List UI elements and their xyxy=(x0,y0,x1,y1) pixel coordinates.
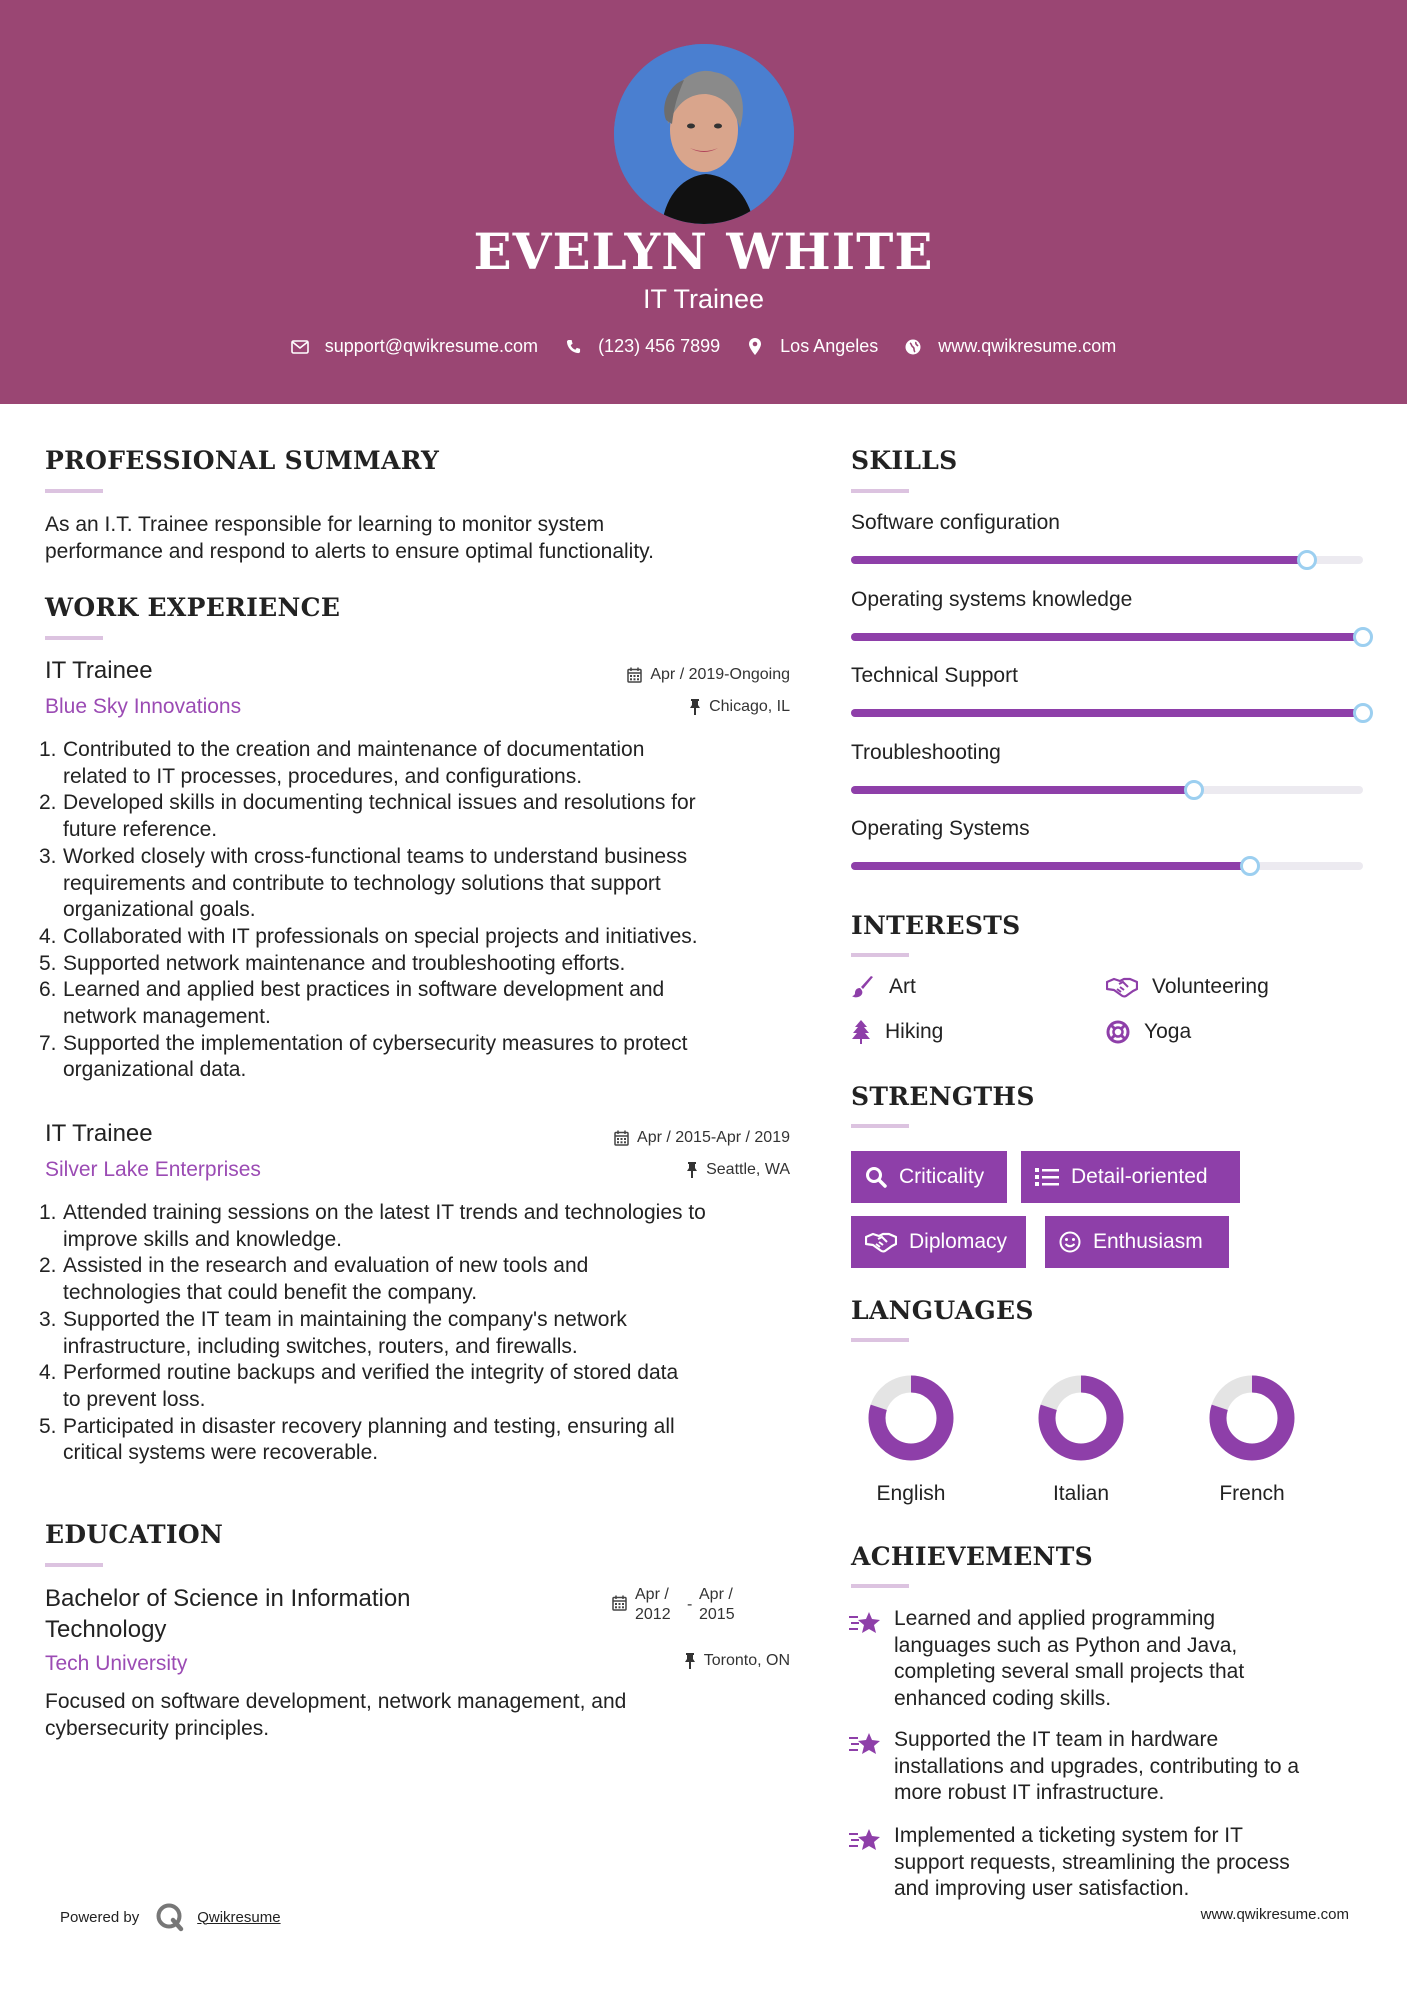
skill-bar xyxy=(851,786,1363,794)
skill-bar-fill xyxy=(851,862,1250,870)
language-item xyxy=(836,1374,986,1505)
calendar-icon xyxy=(627,667,642,683)
duty-line: Supported network maintenance and troubleshooting efforts. xyxy=(63,951,626,975)
job-dates-text: Apr / 2015-Apr / 2019 xyxy=(637,1129,790,1146)
summary-line: As an I.T. Trainee responsible for learning to monitor system xyxy=(45,513,605,536)
contact-bar xyxy=(0,336,1407,357)
interest-label: Art xyxy=(889,975,916,998)
duty-line: requirements and contribute to technology solutions that support xyxy=(63,871,661,895)
smile-icon xyxy=(1059,1231,1081,1253)
experience-heading: WORK EXPERIENCE xyxy=(45,593,341,622)
strength-enthusiasm xyxy=(1045,1216,1229,1268)
contact-email[interactable] xyxy=(291,336,538,357)
language-item xyxy=(1177,1374,1327,1505)
powered-by xyxy=(60,1902,281,1932)
contact-phone[interactable] xyxy=(564,336,720,357)
duty-item xyxy=(39,951,805,978)
search-icon xyxy=(865,1166,887,1188)
map-pin-icon xyxy=(746,338,764,356)
achievement-item xyxy=(848,1606,1368,1713)
description-line: cybersecurity principles. xyxy=(45,1717,270,1740)
duty-item xyxy=(39,737,805,790)
language-label: French xyxy=(1219,1482,1285,1505)
duty-line: Performed routine backups and verified the integrity of stored data xyxy=(63,1361,679,1385)
skill-bar xyxy=(851,862,1363,870)
duty-line: related to IT processes, procedures, and configurations. xyxy=(63,764,583,788)
achievement-item xyxy=(848,1727,1368,1807)
location-text: Los Angeles xyxy=(780,336,879,356)
qwikresume-logo-icon xyxy=(155,1902,185,1932)
job-location-text: Chicago, IL xyxy=(709,698,790,715)
languages-heading: LANGUAGES xyxy=(851,1296,1034,1325)
duty-line: Collaborated with IT professionals on special projects and initiatives. xyxy=(63,924,698,948)
summary-underline xyxy=(45,489,103,493)
interests-heading: INTERESTS xyxy=(851,911,1021,940)
duty-number: 6. xyxy=(39,978,57,1002)
skill-bar xyxy=(851,709,1363,717)
duty-line: Supported the implementation of cybersecurity measures to protect xyxy=(63,1031,688,1055)
duties-list xyxy=(39,1200,805,1467)
duty-item xyxy=(39,1307,805,1360)
duty-number: 3. xyxy=(39,1307,57,1331)
duty-line: network management. xyxy=(63,1005,271,1029)
contact-website[interactable] xyxy=(904,336,1116,357)
job-dates xyxy=(627,666,790,684)
duty-line: Learned and applied best practices in software development and xyxy=(63,978,665,1002)
duty-line: technologies that could benefit the company. xyxy=(63,1281,478,1305)
duty-item xyxy=(39,1253,805,1306)
shooting-star-icon xyxy=(848,1610,882,1636)
strength-detail-oriented xyxy=(1021,1151,1240,1203)
envelope-icon xyxy=(291,338,309,356)
pushpin-icon xyxy=(686,1162,698,1178)
strength-criticality xyxy=(851,1151,1007,1203)
duty-item xyxy=(39,1031,805,1084)
duty-line: Participated in disaster recovery planning and testing, ensuring all xyxy=(63,1414,675,1438)
language-item xyxy=(1006,1374,1156,1505)
education-start xyxy=(635,1585,687,1625)
job-location xyxy=(689,698,790,716)
duty-number: 2. xyxy=(39,791,57,815)
skill-bar-handle xyxy=(1353,703,1373,723)
duty-line: future reference. xyxy=(63,818,218,842)
skill-label: Software configuration xyxy=(851,511,1060,534)
date-part: 2015 xyxy=(699,1606,735,1623)
summary-text xyxy=(45,511,654,565)
achievement-line: enhanced coding skills. xyxy=(894,1687,1112,1711)
duty-number: 1. xyxy=(39,1201,57,1224)
strength-diplomacy xyxy=(851,1216,1026,1268)
strength-label: Criticality xyxy=(899,1165,985,1188)
duty-line: to prevent loss. xyxy=(63,1387,206,1411)
strengths-heading: STRENGTHS xyxy=(851,1082,1035,1111)
job-dates xyxy=(614,1129,790,1147)
language-level-ring xyxy=(1006,1374,1156,1464)
duty-item xyxy=(39,844,805,924)
education-description xyxy=(45,1688,626,1742)
date-part: 2012 xyxy=(635,1606,671,1623)
powered-by-label: Powered by xyxy=(60,1908,140,1926)
school-location-text: Toronto, ON xyxy=(703,1652,790,1669)
pushpin-icon xyxy=(689,699,701,715)
duty-item xyxy=(39,924,805,951)
achievement-text xyxy=(894,1727,1299,1807)
interest-label: Volunteering xyxy=(1152,975,1269,998)
job-title: IT Trainee xyxy=(45,1120,153,1147)
duty-line: Assisted in the research and evaluation of new tools and xyxy=(63,1254,589,1278)
shooting-star-icon xyxy=(848,1731,882,1757)
strength-label: Diplomacy xyxy=(909,1230,1008,1253)
duty-item xyxy=(39,1414,805,1467)
duty-line: critical systems were recoverable. xyxy=(63,1441,379,1465)
duty-number: 1. xyxy=(39,738,57,761)
globe-icon xyxy=(904,338,922,356)
summary-heading: PROFESSIONAL SUMMARY xyxy=(45,446,440,475)
achievement-line: Implemented a ticketing system for IT xyxy=(894,1824,1243,1847)
phone-icon xyxy=(564,338,582,356)
summary-line: performance and respond to alerts to ensure optimal functionality. xyxy=(45,540,654,563)
duty-line: improve skills and knowledge. xyxy=(63,1227,342,1251)
duty-number: 4. xyxy=(39,924,57,948)
duty-line: infrastructure, including switches, routers, and firewalls. xyxy=(63,1334,578,1358)
skill-bar-handle xyxy=(1353,627,1373,647)
degree-line: Technology xyxy=(45,1616,167,1643)
job-title: IT Trainee xyxy=(45,657,153,684)
skill-label: Operating Systems xyxy=(851,817,1030,840)
achievement-line: and improving user satisfaction. xyxy=(894,1877,1190,1901)
date-part: Apr / xyxy=(699,1586,733,1603)
interest-yoga xyxy=(1106,1020,1191,1044)
achievement-line: installations and upgrades, contributing to a xyxy=(894,1754,1300,1778)
strength-label: Detail-oriented xyxy=(1071,1165,1208,1188)
interest-label: Yoga xyxy=(1144,1020,1192,1043)
duty-line: Supported the IT team in maintaining the company's network xyxy=(63,1307,627,1331)
achievement-line: completing several small projects that xyxy=(894,1660,1245,1684)
duty-number: 7. xyxy=(39,1031,57,1055)
achievement-item xyxy=(848,1823,1368,1903)
calendar-icon xyxy=(612,1595,627,1611)
education-end xyxy=(699,1585,735,1625)
candidate-name: EVELYN WHITE xyxy=(473,222,934,281)
interest-label: Hiking xyxy=(885,1020,944,1043)
interest-hiking xyxy=(851,1020,943,1044)
date-separator: - xyxy=(687,1596,693,1613)
skill-label: Troubleshooting xyxy=(851,740,1001,764)
skill-bar-handle xyxy=(1240,856,1260,876)
duty-line: Contributed to the creation and maintenance of documentation xyxy=(63,738,645,761)
description-line: Focused on software development, network management, and xyxy=(45,1690,627,1713)
job-dates-text: Apr / 2019-Ongoing xyxy=(650,666,790,683)
profile-photo xyxy=(614,44,794,224)
duty-number: 5. xyxy=(39,951,57,975)
duty-number: 3. xyxy=(39,844,57,868)
list-icon xyxy=(1035,1167,1059,1187)
company-name: Silver Lake Enterprises xyxy=(45,1158,261,1181)
skill-bar xyxy=(851,556,1363,564)
candidate-title: IT Trainee xyxy=(642,284,765,314)
job-location xyxy=(686,1161,790,1179)
education-dates xyxy=(612,1585,735,1625)
language-level-ring xyxy=(836,1374,986,1464)
duty-line: Attended training sessions on the latest IT trends and technologies to xyxy=(63,1201,706,1224)
skill-bar xyxy=(851,633,1363,641)
achievement-line: support requests, streamlining the process xyxy=(894,1850,1290,1874)
achievement-line: Supported the IT team in hardware xyxy=(894,1728,1219,1751)
school-location xyxy=(684,1652,790,1670)
interests-underline xyxy=(851,953,909,957)
tree-icon xyxy=(851,1020,871,1044)
duty-number: 4. xyxy=(39,1361,57,1385)
education-heading: EDUCATION xyxy=(45,1520,224,1549)
degree-title xyxy=(45,1583,411,1645)
shooting-star-icon xyxy=(848,1827,882,1853)
pushpin-icon xyxy=(684,1653,696,1669)
duty-line: Worked closely with cross-functional teams to understand business xyxy=(63,844,688,868)
email-text: support@qwikresume.com xyxy=(324,336,539,356)
strength-label: Enthusiasm xyxy=(1093,1230,1203,1253)
achievement-line: languages such as Python and Java, xyxy=(894,1633,1238,1657)
duty-item xyxy=(39,1200,805,1253)
calendar-icon xyxy=(614,1130,629,1146)
duty-line: organizational data. xyxy=(63,1058,247,1082)
duty-number: 2. xyxy=(39,1254,57,1278)
languages-underline xyxy=(851,1338,909,1342)
skills-underline xyxy=(851,489,909,493)
resume-header xyxy=(0,0,1407,404)
duty-item xyxy=(39,790,805,843)
achievements-underline xyxy=(851,1584,909,1588)
duty-line: organizational goals. xyxy=(63,898,256,922)
duty-item xyxy=(39,1360,805,1413)
brand-link[interactable]: Qwikresume xyxy=(197,1908,281,1926)
handshake-icon xyxy=(865,1231,897,1253)
phone-text: (123) 456 7899 xyxy=(598,336,721,356)
duty-number: 5. xyxy=(39,1414,57,1438)
skill-label: Technical Support xyxy=(851,664,1018,687)
paintbrush-icon xyxy=(851,975,875,999)
company-name: Blue Sky Innovations xyxy=(45,695,242,718)
date-part: Apr / xyxy=(635,1586,669,1603)
language-label: Italian xyxy=(1052,1482,1110,1505)
education-underline xyxy=(45,1563,103,1567)
duty-line: Developed skills in documenting technical issues and resolutions for xyxy=(63,791,696,815)
school-name: Tech University xyxy=(45,1652,188,1675)
language-level-ring xyxy=(1177,1374,1327,1464)
degree-line: Bachelor of Science in Information xyxy=(45,1585,411,1612)
duties-list xyxy=(39,737,805,1084)
skills-heading: SKILLS xyxy=(851,446,958,475)
interest-art xyxy=(851,975,916,999)
skill-label: Operating systems knowledge xyxy=(851,587,1133,611)
skill-bar-fill xyxy=(851,786,1194,794)
achievement-text xyxy=(894,1823,1290,1903)
contact-location xyxy=(746,336,878,357)
duty-item xyxy=(39,977,805,1030)
skill-bar-handle xyxy=(1297,550,1317,570)
language-label: English xyxy=(876,1482,946,1505)
job-location-text: Seattle, WA xyxy=(706,1161,790,1178)
skill-bar-fill xyxy=(851,633,1363,641)
lifering-icon xyxy=(1106,1020,1130,1044)
skill-bar-handle xyxy=(1184,780,1204,800)
skill-bar-fill xyxy=(851,709,1363,717)
achievement-text xyxy=(894,1606,1244,1713)
experience-underline xyxy=(45,636,103,640)
achievement-line: Learned and applied programming xyxy=(894,1607,1216,1630)
skill-bar-fill xyxy=(851,556,1307,564)
strengths-underline xyxy=(851,1124,909,1128)
handshake-icon xyxy=(1106,976,1138,998)
footer-url[interactable]: www.qwikresume.com xyxy=(1200,1906,1349,1923)
achievements-heading: ACHIEVEMENTS xyxy=(851,1542,1093,1571)
website-text: www.qwikresume.com xyxy=(938,336,1117,356)
achievement-line: more robust IT infrastructure. xyxy=(894,1781,1165,1805)
interest-volunteering xyxy=(1106,975,1269,999)
